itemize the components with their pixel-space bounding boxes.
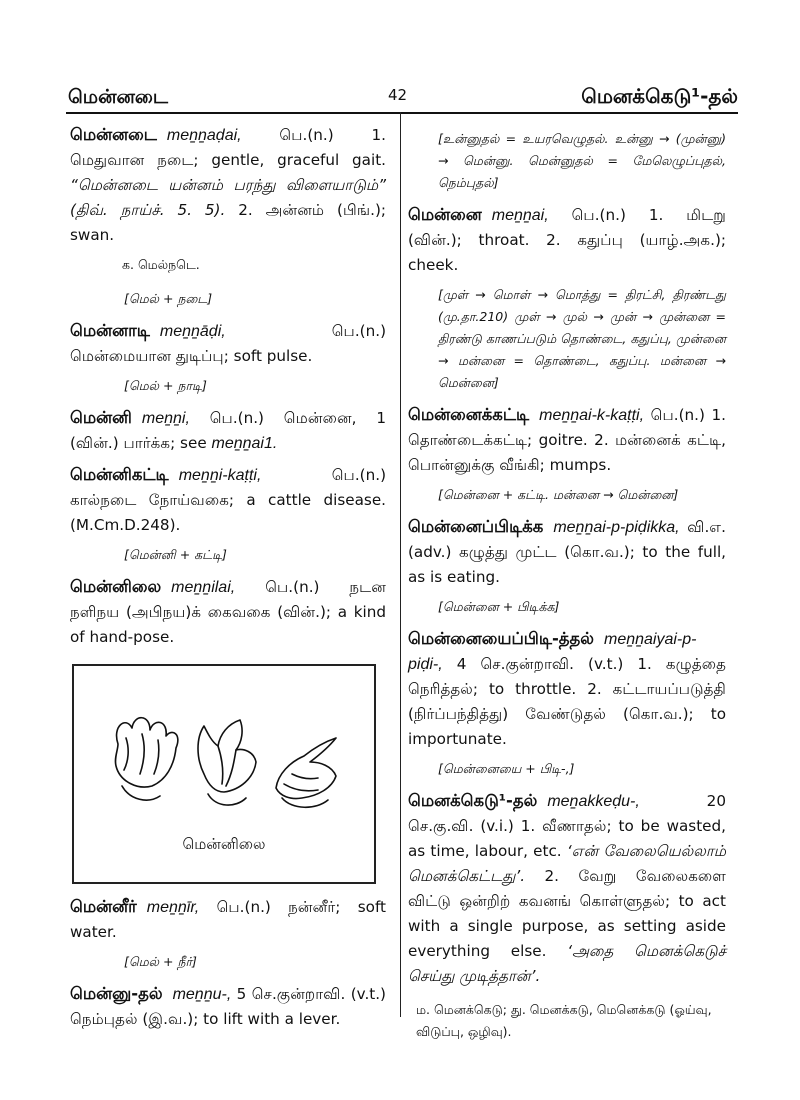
page-number: 42 (388, 86, 408, 104)
hand-pose-illustration (96, 704, 346, 814)
definition: பெ.(n.) 1. மிடறு (வின்.); throat. 2. கதுப்பு (யாழ்.அக.); cheek. (408, 206, 726, 274)
column-divider (400, 112, 401, 1017)
headword: மென்னிலை (70, 577, 162, 596)
entry-mennaiyaippidi-thal (408, 626, 726, 752)
etymology: [மெல் + நடை] (124, 291, 213, 306)
headword: மென்னைக்கட்டி (408, 405, 530, 424)
entry-mennai (408, 202, 726, 278)
headword: மென்னு-தல் (70, 984, 163, 1003)
cognate: ம. மெனக்கெடு; து. மெனக்கடு, மெனெக்கடு (ஓய்வு, விடுப்பு, ஒழிவு). (416, 1002, 712, 1039)
headword: மெனக்கெடு¹-தல் (408, 791, 538, 810)
etymology: [மென்னை + பிடிக்க] (438, 599, 560, 614)
entry-mennaippidikka (408, 514, 726, 590)
transliteration: meṉṉilai, (171, 579, 236, 596)
definition: பெ.(n.) மென்னை, 1 (வின்.) பார்க்க; see (70, 409, 386, 452)
entry-mennu-thal (70, 981, 386, 1032)
quotation: “மென்னடை யன்னம் பரந்து விளையாடும்” (திவ். நாய்ச். 5. 5). (70, 176, 386, 219)
transliteration: meṉṉu-, (172, 986, 232, 1003)
etymology: [மென்னி + கட்டி] (124, 547, 227, 562)
transliteration: meṉṉaḍai, (166, 127, 242, 144)
left-column (70, 122, 386, 1038)
etymology: [மெல் + நீர்] (124, 954, 197, 969)
entry-menneer (70, 894, 386, 945)
transliteration: meṉṉai, (491, 207, 549, 224)
header-rule (66, 112, 738, 114)
transliteration: meṉṉīr, (146, 899, 200, 916)
headword: மென்னீர் (70, 897, 137, 916)
transliteration: meṉakkeḍu-, (547, 793, 640, 810)
entry-mennilai (70, 574, 386, 650)
entry-mennikatti (70, 462, 386, 538)
entry-mennaikkatti (408, 402, 726, 478)
transliteration: meṉṉaiyai-p-piḍi-, (408, 631, 697, 673)
cross-reference: meṉṉai1. (211, 435, 278, 452)
right-column (408, 122, 726, 1043)
etymology: [மென்னை + கட்டி. மன்னை → மென்னை] (438, 487, 679, 502)
etymology: [முள் → மொள் → மொத்து = திரட்சி, திரண்டது (மு.தா.210) முள் → முல் → முன் → முன்னை = திரண்டு காணப்படும் தொண்டை, கதுப்பு, முன்னை → மன்னை = தொண்டை, கதுப்பு. மன்னை → மென்னை] (438, 287, 726, 390)
headword: மென்னடை (70, 125, 157, 144)
transliteration: meṉṉāḍi, (159, 323, 226, 340)
etymology: [மெல் + நாடி] (124, 378, 207, 393)
transliteration: meṉṉai-p-piḍikka, (553, 519, 680, 536)
transliteration: meṉṉai-k-kaṭṭi, (539, 407, 645, 424)
usage-example: ‘அதை மெனக்கெடுச் செய்து முடித்தான்’. (408, 942, 727, 985)
entry-mennadai (70, 122, 386, 248)
etymology: [மென்னையை + பிடி-,] (438, 761, 575, 776)
definition: பெ.(n.) மென்மையான துடிப்பு; soft pulse. (70, 322, 386, 365)
transliteration: meṉṉi, (141, 410, 190, 427)
definition: பெ.(n.) 1. தொண்டைக்கட்டி; goitre. 2. மன்னைக் கட்டி, பொன்னுக்கு வீங்கி; mumps. (408, 406, 726, 474)
definition: வி.எ. (adv.) கழுத்து முட்ட (கொ.வ.); to the full, as is eating. (408, 518, 726, 586)
cognate: க. மெல்நடெ. (122, 257, 200, 272)
etymology: [உன்னுதல் = உயரவெழுதல். உன்னு → (முன்னு) → மென்னு. மென்னுதல் = மேலெழுப்புதல், நெம்புதல்] (438, 131, 726, 190)
figure-caption: மென்னிலை (182, 835, 266, 853)
headword: மென்னாடி (70, 321, 150, 340)
definition: 4 செ.குன்றாவி. (v.t.) 1. கழுத்தை நெரித்தல்; to throttle. 2. கட்டாயப்படுத்தி (நிர்ப்பந்தித்து) வேண்டுதல் (கொ.வ.); to importunate. (408, 655, 726, 748)
hand-pose-figure (72, 664, 376, 884)
entry-menakkedu-thal (408, 788, 726, 989)
transliteration: meṉṉi-kaṭṭi, (178, 467, 262, 484)
definition: பெ.(n.) நன்னீர்; soft water. (70, 898, 386, 941)
page-header (0, 0, 800, 118)
headword: மென்னி (70, 408, 132, 427)
definition: பெ.(n.) கால்நடை நோய்வகை; a cattle disease. (M.Cm.D.248). (70, 466, 386, 534)
usage-example: ‘என் வேலையெல்லாம் மெனக்கெட்டது’. (408, 842, 726, 885)
entry-mennadi (70, 318, 386, 369)
definition: பெ.(n.) நடன நளிநய (அபிநய)க் கைவகை (வின்.); a kind of hand-pose. (70, 578, 386, 646)
header-left-guideword: மென்னடை (68, 86, 169, 108)
headword: மென்னைப்பிடிக்க (408, 517, 544, 536)
entry-menni (70, 405, 386, 456)
definition: 5 செ.குன்றாவி. (v.t.) நெம்புதல் (இ.வ.); to lift with a lever. (70, 985, 386, 1028)
headword: மென்னையைப்பிடி-த்தல் (408, 629, 594, 648)
definition: 20 செ.கு.வி. (v.i.) 1. வீணாதல்; to be wasted, as time, labour, etc. (408, 792, 726, 860)
headword: மென்னிகட்டி (70, 465, 169, 484)
definition: 2. வேறு வேலைகளை விட்டு ஒன்றிற் கவனங் கொள்ளுதல்; to act with a single purpose, as setting aside everything else. (408, 867, 727, 960)
headword: மென்னை (408, 205, 482, 224)
definition: பெ.(n.) 1. மெதுவான நடை; gentle, graceful gait. (70, 126, 386, 169)
header-right-guideword: மெனக்கெடு¹-தல் (581, 84, 738, 108)
definition: 2. அன்னம் (பிங்.); swan. (70, 201, 387, 244)
